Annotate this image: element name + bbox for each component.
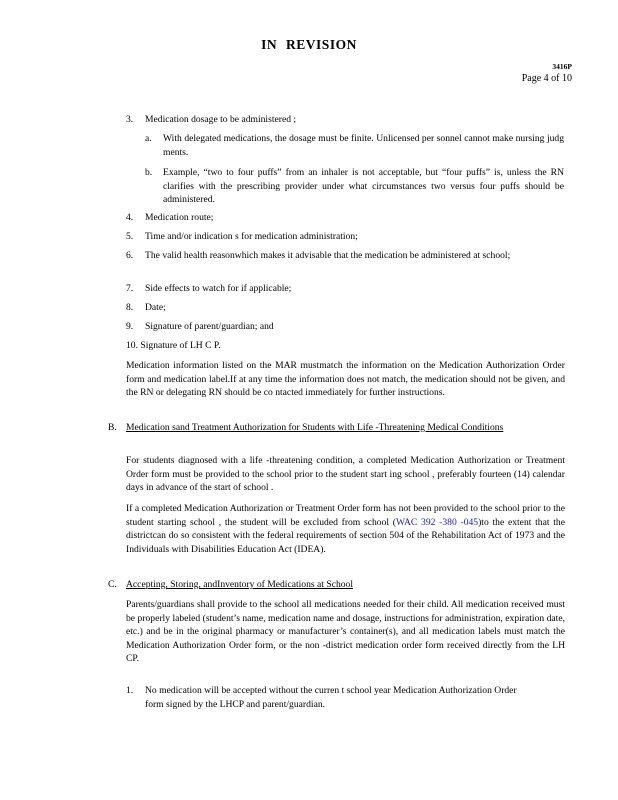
section-heading <box>126 421 546 435</box>
section-b-paragraph-2 <box>126 502 565 556</box>
item-number: 9. <box>126 321 134 332</box>
paragraph-text: If a completed Medication Authorization or Treatment Order form has not been provided to the school prior to the student starting school , the student will be excluded from school ( <box>126 503 565 528</box>
list-item-text: No medication will be accepted without the curren t school year Medication Authorization Order form signed by the LHCP and parent/guardian. <box>145 685 517 710</box>
subitem-text: Example, “two to four puffs” from an inhaler is not acceptable, but “four puffs” is, unless the RN clarifies with the prescribing provider under what circumstances two versus four puffs should be administered. <box>163 167 564 206</box>
paragraph-text: )to the extent that the districtcan do so consistent with the federal requirements of section 504 of the Rehabilitation Act of 1973 and the Individuals with Disabilities Education Act (IDEA). <box>126 516 565 555</box>
item-number: 1. <box>126 685 134 696</box>
section-heading-text: Accepting, Storing, andInventory of Medications at School <box>126 579 354 590</box>
list-item-text: Medication dosage to be administered ; <box>145 114 297 125</box>
page-number: Page 4 of 10 <box>521 73 572 84</box>
section-letter: B. <box>108 422 117 433</box>
subitem-letter: a. <box>145 133 152 144</box>
mar-paragraph: Medication information listed on the MAR mustmatch the information on the Medication Authorization Order form and medication label.If at any time the information does not match, the medication should not be given, and the RN or delegating RN should be co ntacted immediately for further instructions. <box>126 360 565 399</box>
section-c-paragraph: Parents/guardians shall provide to the school all medications needed for their child. All medication received must be properly labeled (student’s name, medication name and dosage, instructions for administration, expiration date, etc.) and be in the original pharmacy or manufacturer’s container(s), and all medication labels must match the Medication Authorization Order form, or the non -district medication order form received directly from the LH CP. <box>126 599 565 665</box>
subitem-letter: b. <box>145 167 153 178</box>
list-item-text: The valid health reasonwhich makes it advisable that the medication be administered at school; <box>145 250 511 261</box>
section-letter: C. <box>108 579 117 590</box>
wac-link[interactable]: WAC 392 -380 -045 <box>396 516 479 528</box>
list-item-text: Date; <box>145 302 166 313</box>
item-number: 4. <box>126 212 134 223</box>
page-title: IN REVISION <box>261 37 357 52</box>
item-number: 8. <box>126 302 134 313</box>
item-number: 5. <box>126 231 134 242</box>
item-number: 6. <box>126 250 134 261</box>
list-item-text: Side effects to watch for if applicable; <box>145 283 292 294</box>
subitem-text: With delegated medications, the dosage must be finite. Unlicensed per sonnel cannot make nursing judg ments. <box>163 133 564 158</box>
list-item-text: Medication route; <box>145 212 214 223</box>
section-heading-text: Medication sand Treatment Authorization for Students with Life -Threatening Medical Conditions <box>126 422 504 433</box>
list-item-text: 10. Signature of LH C P. <box>126 340 221 351</box>
section-b-paragraph-1: For students diagnosed with a life -threatening condition, a completed Medication Authorization or Treatment Order form must be provided to the school prior to the student start ing school , preferably fourteen (14) calendar days in advance of the start of school . <box>126 455 565 494</box>
list-item-text: Time and/or indication s for medication administration; <box>145 231 358 242</box>
policy-code: 3416P <box>552 62 572 71</box>
list-item-text: Signature of parent/guardian; and <box>145 321 274 332</box>
section-heading <box>126 578 546 592</box>
item-number: 3. <box>126 114 134 125</box>
item-number: 7. <box>126 283 134 294</box>
